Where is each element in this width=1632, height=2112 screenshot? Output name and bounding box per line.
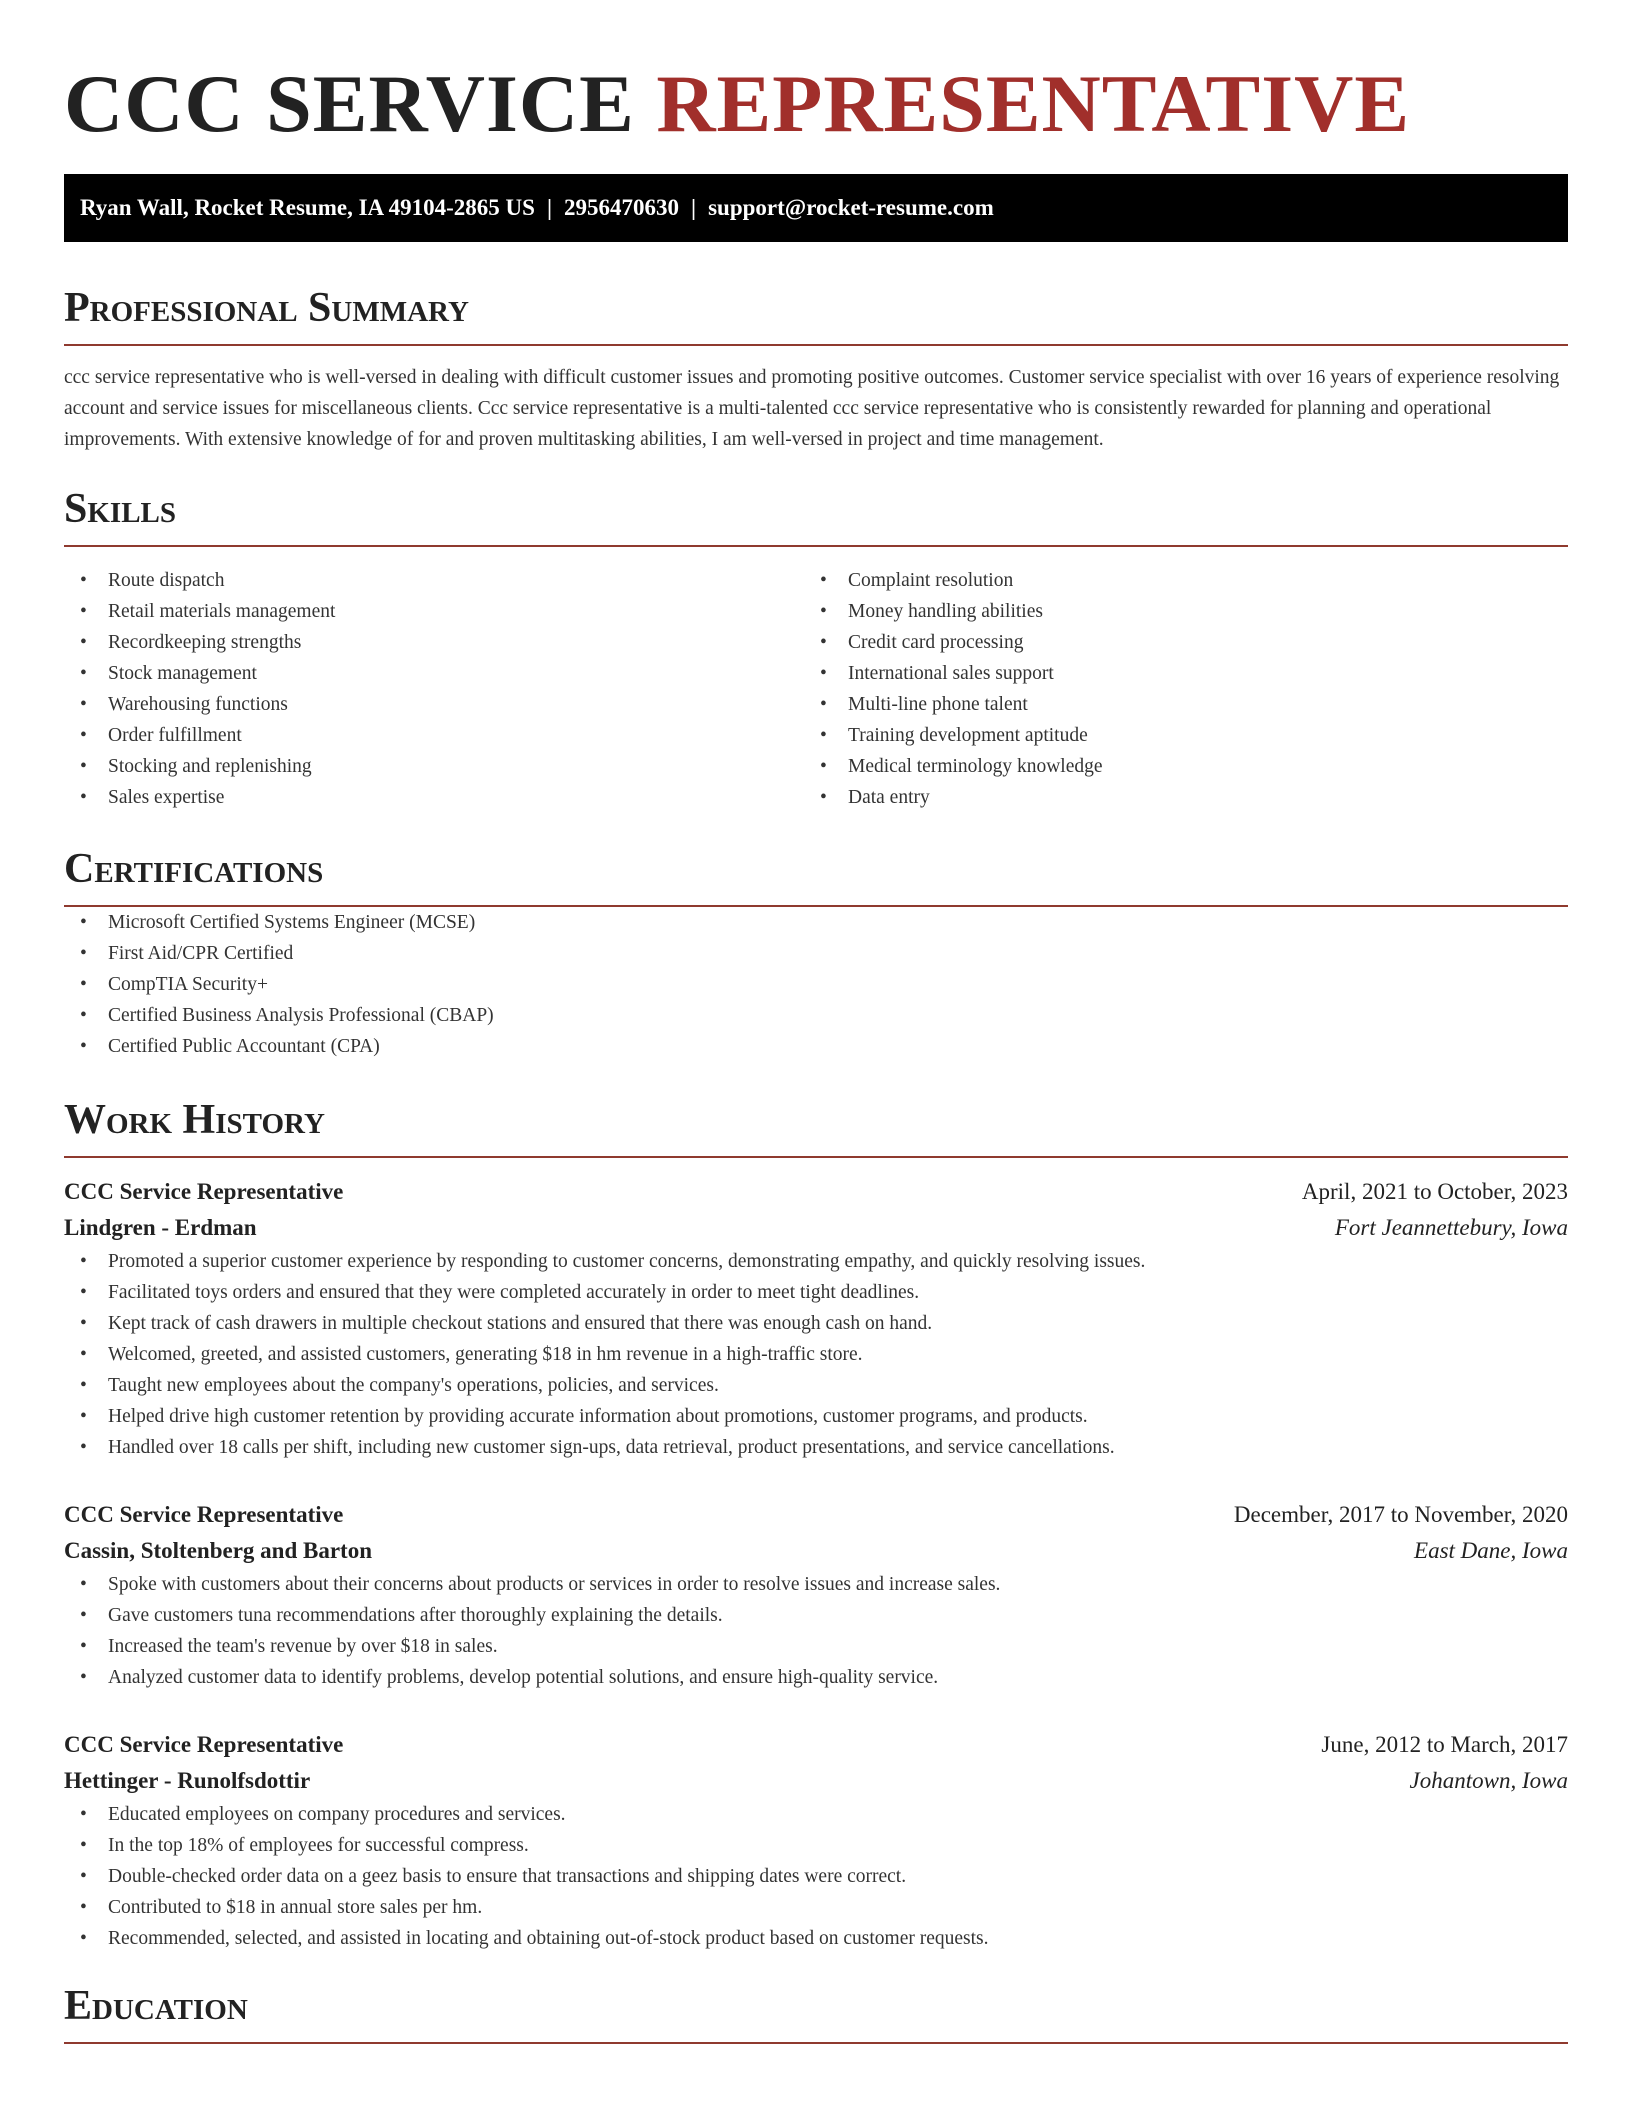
skills-heading: Skills <box>64 485 1568 547</box>
education-heading: Education <box>64 1982 1568 2044</box>
contact-address: Ryan Wall, Rocket Resume, IA 49104-2865 US <box>80 195 535 220</box>
skill-item: • Warehousing functions <box>64 689 804 720</box>
job-bullet: • Gave customers tuna recommendations after thoroughly explaining the details. <box>64 1600 1568 1631</box>
skill-item: • Sales expertise <box>64 782 804 813</box>
job-entry <box>64 1727 1568 1954</box>
skill-item: • Stock management <box>64 658 804 689</box>
job-bullet: • Kept track of cash drawers in multiple checkout stations and ensured that there was enough cash on hand. <box>64 1308 1568 1339</box>
skills-columns <box>64 565 1568 813</box>
job-title: CCC Service Representative <box>64 1179 344 1204</box>
skill-item: • International sales support <box>804 658 1544 689</box>
job-bullet: • Increased the team's revenue by over $18 in sales. <box>64 1631 1568 1662</box>
job-bullet: • Spoke with customers about their concerns about products or services in order to resolve issues and increase sales. <box>64 1569 1568 1600</box>
skill-item: • Stocking and replenishing <box>64 751 804 782</box>
title-accent: REPRESENTATIVE <box>656 58 1411 149</box>
resume-page <box>64 0 1568 2044</box>
job-company: Lindgren - Erdman <box>64 1215 257 1240</box>
skill-item: • Route dispatch <box>64 565 804 596</box>
job-location: East Dane, Iowa <box>1414 1538 1568 1563</box>
certification-item: • Certified Public Accountant (CPA) <box>64 1031 1568 1062</box>
job-header-row <box>64 1174 1568 1210</box>
skill-item: • Credit card processing <box>804 627 1544 658</box>
contact-bar <box>64 174 1568 242</box>
job-dates: June, 2012 to March, 2017 <box>1321 1732 1568 1757</box>
job-title: CCC Service Representative <box>64 1502 344 1527</box>
job-bullet: • Promoted a superior customer experience by responding to customer concerns, demonstrating empathy, and quickly resolving issues. <box>64 1246 1568 1277</box>
job-entry <box>64 1497 1568 1693</box>
job-dates: December, 2017 to November, 2020 <box>1233 1502 1568 1527</box>
skill-item: • Multi-line phone talent <box>804 689 1544 720</box>
job-header-row <box>64 1727 1568 1763</box>
skill-item: • Recordkeeping strengths <box>64 627 804 658</box>
job-location: Fort Jeannettebury, Iowa <box>1334 1215 1568 1240</box>
job-header-row <box>64 1497 1568 1533</box>
job-bullet: • Taught new employees about the company's operations, policies, and services. <box>64 1370 1568 1401</box>
job-dates: April, 2021 to October, 2023 <box>1301 1179 1568 1204</box>
certifications-heading: Certifications <box>64 845 1568 907</box>
summary-text: ccc service representative who is well-versed in dealing with difficult customer issues and promoting positive outcomes. Customer service specialist with over 16 years of experience resolving account and service issues for miscellaneous clients. Ccc service representative is a multi-talented ccc service representative who is consistently rewarded for planning and operational improvements. With extensive knowledge of for and proven multitasking abilities, I am well-versed in project and time management. <box>64 367 1560 450</box>
job-company-row <box>64 1533 1568 1569</box>
certification-item: • Microsoft Certified Systems Engineer (MCSE) <box>64 907 1568 938</box>
job-company-row <box>64 1763 1568 1799</box>
job-bullet: • Analyzed customer data to identify problems, develop potential solutions, and ensure high-quality service. <box>64 1662 1568 1693</box>
job-company: Cassin, Stoltenberg and Barton <box>64 1538 372 1563</box>
resume-title <box>64 0 1568 150</box>
job-bullet: • Educated employees on company procedures and services. <box>64 1799 1568 1830</box>
title-main: CCC SERVICE <box>64 58 635 149</box>
job-bullet: • Helped drive high customer retention by providing accurate information about promotions, customer programs, and products. <box>64 1401 1568 1432</box>
certification-item: • Certified Business Analysis Professional (CBAP) <box>64 1000 1568 1031</box>
work-history-heading: Work History <box>64 1096 1568 1158</box>
skills-list-right <box>804 565 1544 813</box>
certification-item: • First Aid/CPR Certified <box>64 938 1568 969</box>
skill-item: • Training development aptitude <box>804 720 1544 751</box>
skill-item: • Complaint resolution <box>804 565 1544 596</box>
job-location: Johantown, Iowa <box>1409 1768 1568 1793</box>
job-bullet: • Contributed to $18 in annual store sales per hm. <box>64 1892 1568 1923</box>
skill-item: • Medical terminology knowledge <box>804 751 1544 782</box>
job-company-row <box>64 1210 1568 1246</box>
skill-item: • Data entry <box>804 782 1544 813</box>
job-bullet: • In the top 18% of employees for successful compress. <box>64 1830 1568 1861</box>
skill-item: • Money handling abilities <box>804 596 1544 627</box>
contact-separator: | <box>546 195 553 220</box>
skill-item: • Order fulfillment <box>64 720 804 751</box>
job-bullets <box>64 1569 1568 1693</box>
summary-heading: Professional Summary <box>64 284 1568 346</box>
job-bullet: • Welcomed, greeted, and assisted customers, generating $18 in hm revenue in a high-traffic store. <box>64 1339 1568 1370</box>
job-bullet: • Handled over 18 calls per shift, including new customer sign-ups, data retrieval, product presentations, and service cancellations. <box>64 1432 1568 1463</box>
job-entry <box>64 1174 1568 1463</box>
contact-phone: 2956470630 <box>564 195 680 220</box>
job-company: Hettinger - Runolfsdottir <box>64 1768 311 1793</box>
job-title: CCC Service Representative <box>64 1732 344 1757</box>
contact-separator: | <box>691 195 697 220</box>
job-bullet: • Recommended, selected, and assisted in locating and obtaining out-of-stock product based on customer requests. <box>64 1923 1568 1954</box>
certification-item: • CompTIA Security+ <box>64 969 1568 1000</box>
contact-email: support@rocket-resume.com <box>708 195 994 220</box>
skills-list-left <box>64 565 804 813</box>
job-bullet: • Double-checked order data on a geez basis to ensure that transactions and shipping dates were correct. <box>64 1861 1568 1892</box>
job-bullets <box>64 1799 1568 1954</box>
skill-item: • Retail materials management <box>64 596 804 627</box>
job-bullets <box>64 1246 1568 1463</box>
job-bullet: • Facilitated toys orders and ensured that they were completed accurately in order to meet tight deadlines. <box>64 1277 1568 1308</box>
certifications-list <box>64 907 1568 1062</box>
